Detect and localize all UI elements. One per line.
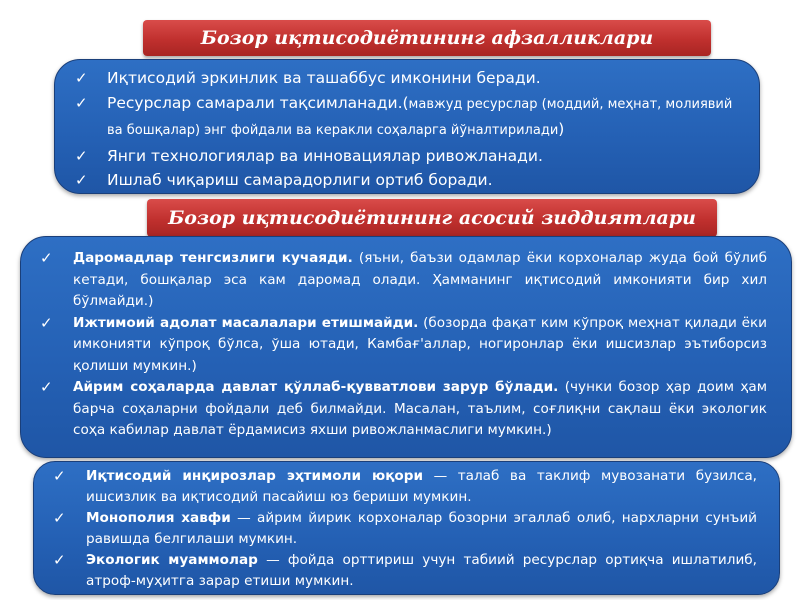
item-heading: Ижтимоий адолат масалалари етишмайди. [73, 314, 419, 331]
list-item: ✓ Монополия хавфи — айрим йирик корхоналар бозорни эгаллаб олиб, нархларни сунъий равишда белгилаши мумкин. [53, 509, 757, 547]
contradictions-title: Бозор иқтисодиётининг асосий зиддиятлари [168, 207, 696, 229]
list-item: ✓ Айрим соҳаларда давлат қўллаб-қувватлови зарур бўлади. (чунки бозор ҳар доим ҳам барча соҳаларни фойдали деб билмайди. Масалан, таълим, соғлиқни сақлаш ёки экологик соҳа кабилар давлат ёрдамисиз яхши ривожланмаслиги мумкин.) [40, 378, 768, 438]
check-icon: ✓ [53, 467, 66, 485]
list-item: ✓ Ишлаб чиқариш самарадорлиги ортиб боради. [75, 168, 747, 193]
check-icon: ✓ [75, 93, 88, 112]
check-icon: ✓ [40, 378, 53, 396]
item-heading: Айрим соҳаларда давлат қўллаб-қувватлови зарур бўлади. [73, 379, 559, 395]
risks-box [33, 461, 780, 595]
list-item: ✓ Экологик муаммолар — фойда орттириш учун табиий ресурслар ортиқча ишлатилиб, атроф-муҳитга зарар етиши мумкин. [53, 551, 757, 589]
check-icon: ✓ [53, 509, 66, 527]
check-icon: ✓ [40, 313, 53, 332]
contradictions-title-banner [147, 199, 717, 237]
item-heading: Монополия хавфи [86, 510, 231, 526]
check-icon: ✓ [75, 69, 88, 87]
list-item: ✓ Ижтимоий адолат масалалари етишмайди. (бозорда фақат ким кўпроқ меҳнат қилади ёки имконияти кўпроқ бўлса, ўша ютади, Камбағ'аллар, ногиронлар ёки ишсизлар эътиборсиз қолиши мумкин.) [40, 313, 768, 374]
check-icon: ✓ [40, 249, 53, 267]
check-icon: ✓ [75, 171, 88, 189]
risks-list [53, 466, 757, 592]
advantages-box [54, 59, 760, 194]
item-heading: Экологик муаммолар [86, 552, 258, 568]
item-heading: Иқтисодий инқирозлар эҳтимоли юқори [86, 468, 424, 484]
advantages-title: Бозор иқтисодиётининг афзалликлари [200, 27, 654, 49]
contradictions-box [20, 236, 792, 458]
check-icon: ✓ [75, 146, 88, 165]
list-item: ✓ Иқтисодий эркинлик ва ташаббус имконини беради. [75, 66, 747, 91]
list-item: ✓ Янги технологиялар ва инновациялар ривожланади. [75, 144, 747, 169]
list-item: ✓ Даромадлар тенгсизлиги кучаяди. (яъни, баъзи одамлар ёки корхоналар жуда бой бўлиб кетади, бошқалар эса кам даромад олади. Ҳамманинг иқтисодий имконияти бир хил бўлмайди.) [40, 249, 767, 309]
check-icon: ✓ [53, 551, 66, 569]
item-heading: Даромадлар тенгсизлиги кучаяди. [73, 250, 353, 266]
advantages-title-banner [143, 20, 711, 56]
contradictions-list [40, 248, 767, 442]
list-item: ✓ Иқтисодий инқирозлар эҳтимоли юқори — талаб ва таклиф мувозанати бузилса, ишсизлик ва иқтисодий пасайиш юз бериши мумкин. [53, 467, 757, 505]
list-item: ✓ Ресурслар самарали тақсимланади.(мавжуд ресурслар (моддий, меҳнат, молиявий ва бошқалар) энг фойдали ва керакли соҳаларга йўналтирилади) [75, 91, 747, 144]
advantages-list [75, 66, 747, 193]
